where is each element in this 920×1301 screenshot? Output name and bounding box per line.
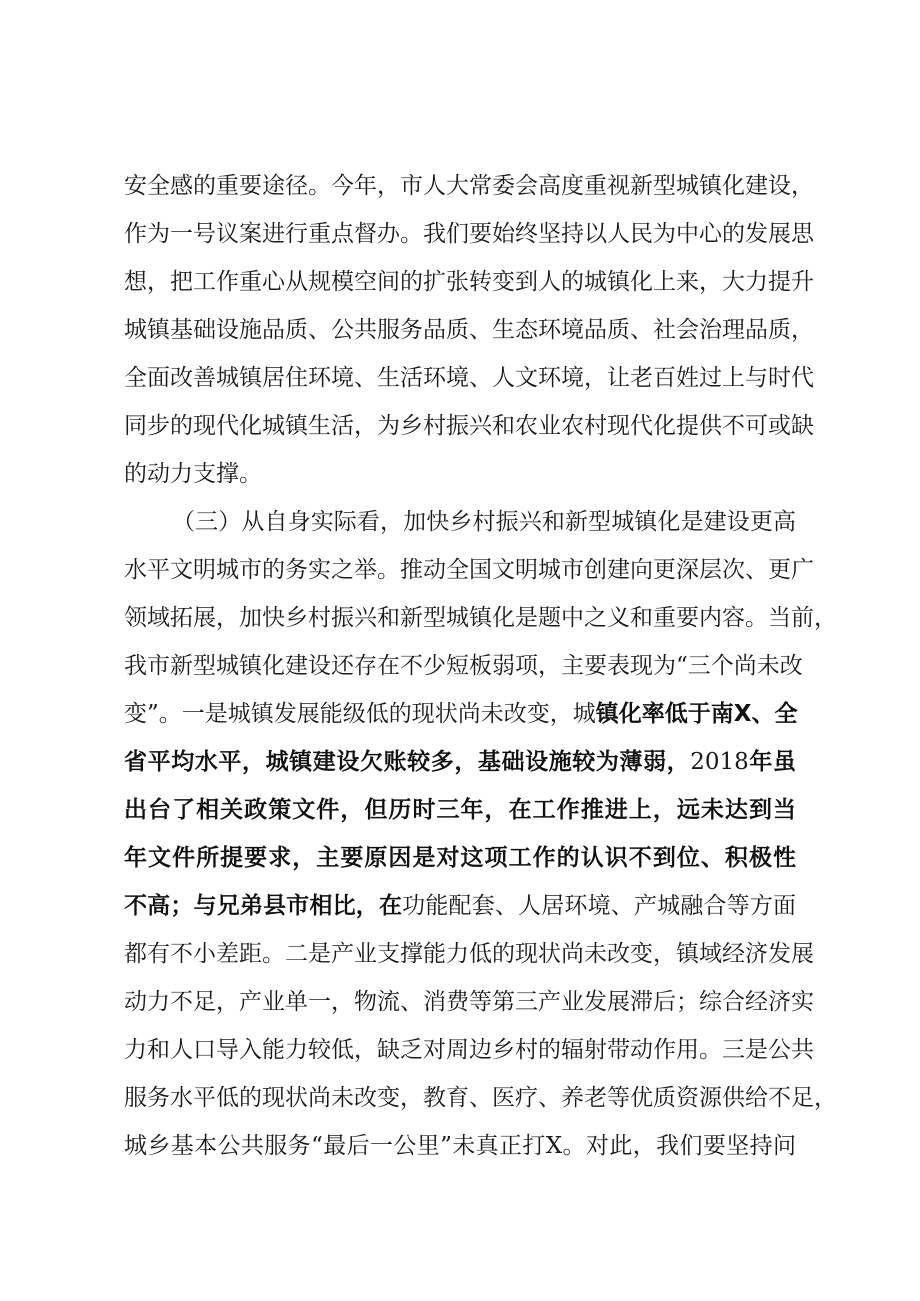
text-line: 想，把工作重心从规模空间的扩张转变到人的城镇化上来，大力提升 [124, 269, 814, 295]
text-line [124, 692, 796, 736]
text-run: 变”。一是城镇发展能级低的现状尚未改变，城 [124, 701, 596, 727]
year-number: 2018 [690, 749, 749, 775]
text-line [124, 884, 796, 928]
bold-text-run: 省平均水平，城镇建设欠账较多，基础设施较为薄弱， [124, 749, 691, 775]
text-line: 出台了相关政策文件，但历时三年，在工作推进上，远未达到当 [124, 797, 796, 823]
text-line: 水平文明城市的务实之举。推动全国文明城市创建向更深层次、更广 [124, 557, 814, 583]
text-line: 领域拓展，加快乡村振兴和新型城镇化是题中之义和重要内容。当前， [124, 605, 837, 631]
text-line: 全面改善城镇居住环境、生活环境、人文环境，让老百姓过上与时代 [124, 365, 814, 391]
text-line: 同步的现代化城镇生活，为乡村振兴和农业农村现代化提供不可或缺 [124, 413, 814, 439]
text-line: 安全感的重要途径。今年，市人大常委会高度重视新型城镇化建设， [124, 173, 814, 199]
bold-text-run: 不高；与兄弟县市相比，在 [124, 893, 403, 919]
text-line: 服务水平低的现状尚未改变，教育、医疗、养老等优质资源供给不足， [124, 1085, 837, 1111]
text-line: （三）从自身实际看，加快乡村振兴和新型城镇化是建设更高 [172, 509, 796, 535]
text-line: 我市新型城镇化建设还存在不少短板弱项，主要表现为“三个尚未改 [124, 653, 803, 679]
text-line: 城镇基础设施品质、公共服务品质、生态环境品质、社会治理品质， [124, 317, 814, 343]
text-line: 城乡基本公共服务“最后一公里”未真正打X。对此，我们要坚持问 [124, 1133, 796, 1159]
text-line: 力和人口导入能力较低，缺乏对周边乡村的辐射带动作用。三是公共 [124, 1037, 814, 1063]
text-line: 都有不小差距。二是产业支撑能力低的现状尚未改变，镇域经济发展 [124, 941, 814, 967]
text-line: 作为一号议案进行重点督办。我们要始终坚持以人民为中心的发展思 [124, 221, 814, 247]
text-line: 年文件所提要求，主要原因是对这项工作的认识不到位、积极性 [124, 845, 796, 871]
bold-text-run: 年虽 [748, 749, 797, 775]
bold-text-run: 镇化率低于南X、全 [595, 701, 798, 727]
text-line: 的动力支撑。 [124, 461, 262, 487]
text-line [124, 740, 796, 784]
text-run: 功能配套、人居环境、产城融合等方面 [402, 893, 797, 919]
text-line: 动力不足，产业单一，物流、消费等第三产业发展滞后；综合经济实 [124, 989, 814, 1015]
